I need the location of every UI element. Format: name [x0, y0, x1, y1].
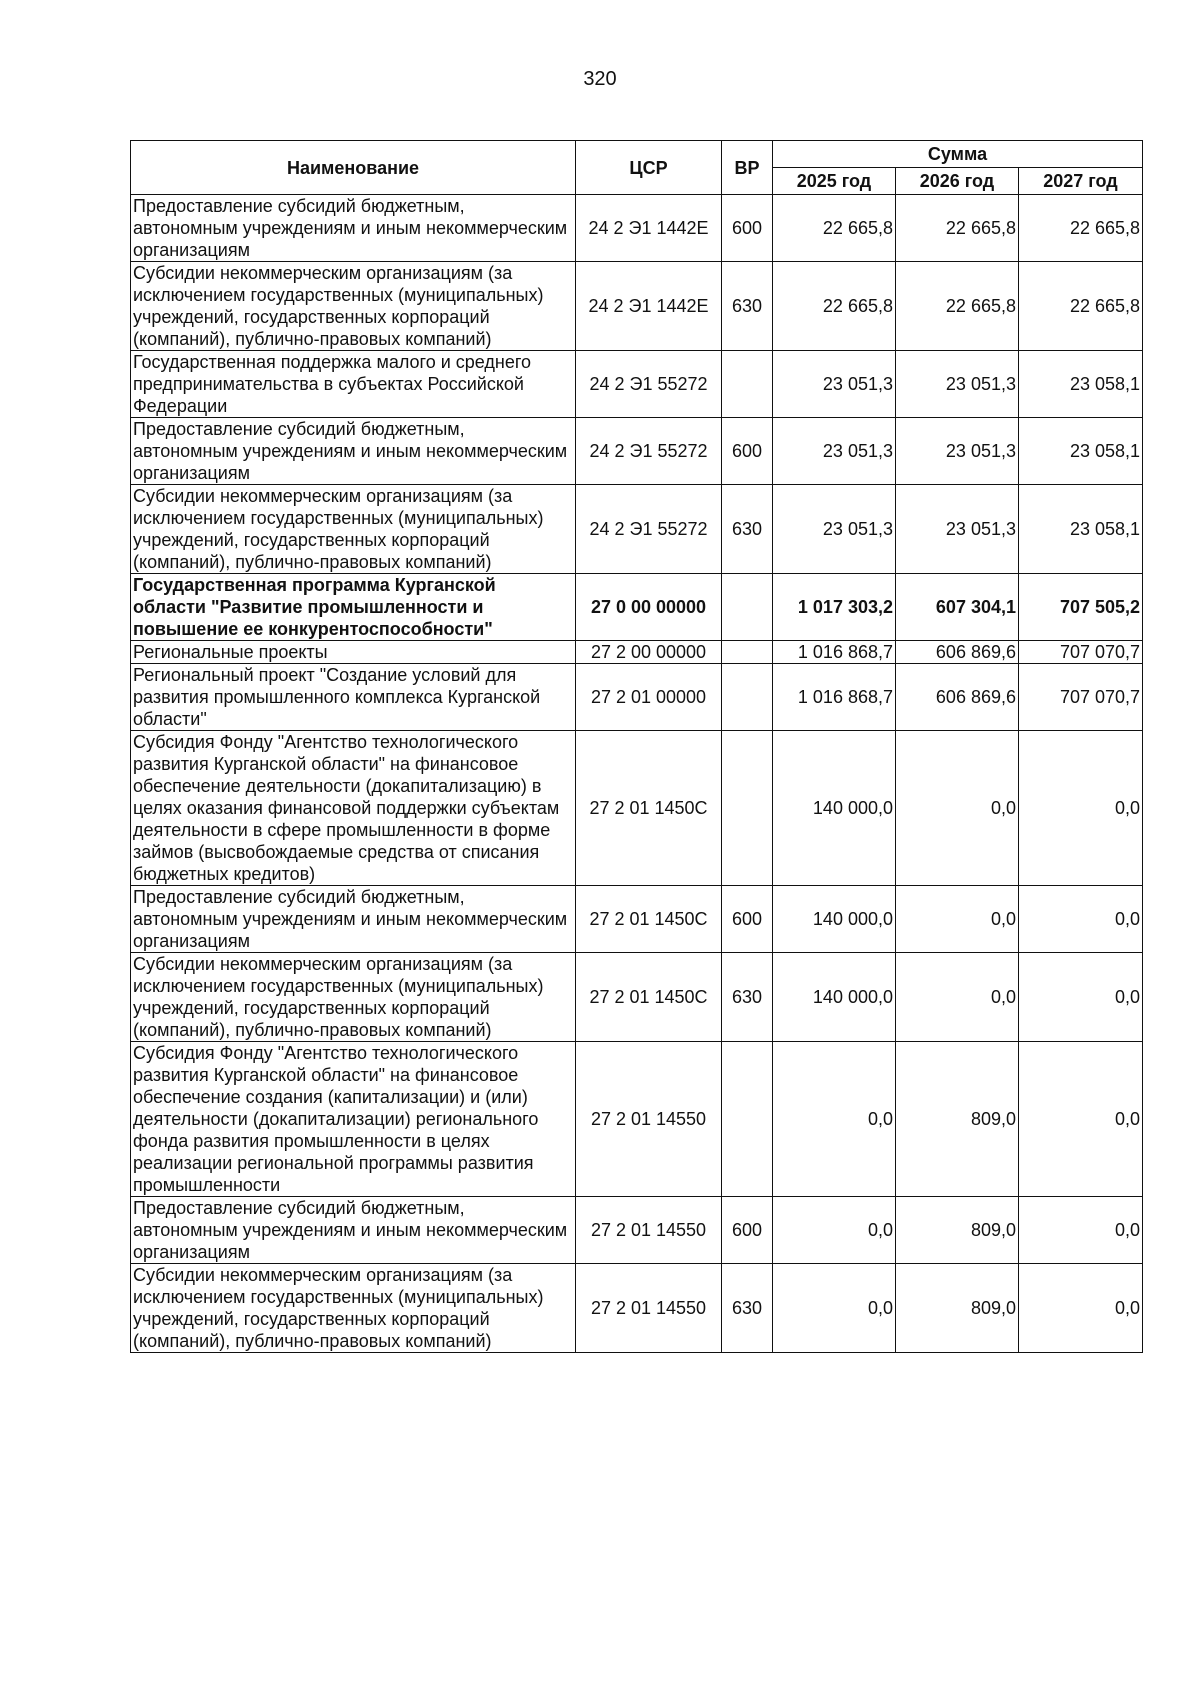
- cell-name: Предоставление субсидий бюджетным, автономным учреждениям и иным некоммерческим организациям: [131, 1197, 576, 1264]
- cell-name: Региональные проекты: [131, 641, 576, 664]
- cell-name: Субсидия Фонду "Агентство технологического развития Курганской области" на финансовое обеспечение создания (капитализации) и (или) деятельности (докапитализации) регионального фонда развития промышленности в целях реализации региональной программы развития промышленности: [131, 1042, 576, 1197]
- cell-sum-2026: 22 665,8: [896, 262, 1019, 351]
- cell-csr: 24 2 Э1 55272: [576, 351, 722, 418]
- cell-csr: 27 2 01 14550: [576, 1197, 722, 1264]
- page-number: 320: [583, 68, 617, 90]
- cell-sum-2025: 23 051,3: [773, 485, 896, 574]
- cell-sum-2026: 0,0: [896, 886, 1019, 953]
- cell-sum-2025: 1 016 868,7: [773, 641, 896, 664]
- cell-vr: 600: [722, 418, 773, 485]
- cell-sum-2025: 140 000,0: [773, 953, 896, 1042]
- table-row: [131, 262, 1143, 351]
- header-year-2025: 2025 год: [773, 168, 896, 195]
- cell-csr: 24 2 Э1 55272: [576, 418, 722, 485]
- table-row: [131, 485, 1143, 574]
- cell-sum-2027: 707 070,7: [1019, 664, 1143, 731]
- cell-vr: [722, 664, 773, 731]
- cell-sum-2025: 22 665,8: [773, 262, 896, 351]
- cell-csr: 27 0 00 00000: [576, 574, 722, 641]
- header-vr: ВР: [722, 141, 773, 195]
- cell-vr: 600: [722, 1197, 773, 1264]
- table-row: [131, 418, 1143, 485]
- cell-csr: 24 2 Э1 55272: [576, 485, 722, 574]
- header-name: Наименование: [131, 141, 576, 195]
- cell-vr: 600: [722, 886, 773, 953]
- table-row: [131, 195, 1143, 262]
- cell-csr: 27 2 01 1450С: [576, 886, 722, 953]
- cell-sum-2026: 23 051,3: [896, 485, 1019, 574]
- cell-sum-2027: 0,0: [1019, 886, 1143, 953]
- cell-name: Предоставление субсидий бюджетным, автономным учреждениям и иным некоммерческим организациям: [131, 195, 576, 262]
- cell-csr: 27 2 01 14550: [576, 1264, 722, 1353]
- cell-csr: 27 2 01 14550: [576, 1042, 722, 1197]
- table-row: [131, 1264, 1143, 1353]
- cell-name: Предоставление субсидий бюджетным, автономным учреждениям и иным некоммерческим организациям: [131, 886, 576, 953]
- cell-csr: 24 2 Э1 1442Е: [576, 262, 722, 351]
- cell-sum-2027: 23 058,1: [1019, 351, 1143, 418]
- cell-sum-2027: 0,0: [1019, 953, 1143, 1042]
- cell-name: Субсидии некоммерческим организациям (за исключением государственных (муниципальных) учреждений, государственных корпораций (компаний), публично-правовых компаний): [131, 1264, 576, 1353]
- cell-sum-2027: 707 070,7: [1019, 641, 1143, 664]
- cell-vr: [722, 351, 773, 418]
- header-year-2026: 2026 год: [896, 168, 1019, 195]
- cell-name: Субсидии некоммерческим организациям (за исключением государственных (муниципальных) учреждений, государственных корпораций (компаний), публично-правовых компаний): [131, 485, 576, 574]
- cell-vr: 630: [722, 485, 773, 574]
- cell-sum-2025: 1 017 303,2: [773, 574, 896, 641]
- cell-sum-2026: 607 304,1: [896, 574, 1019, 641]
- table-row: [131, 351, 1143, 418]
- cell-sum-2025: 140 000,0: [773, 731, 896, 886]
- cell-sum-2027: 23 058,1: [1019, 418, 1143, 485]
- header-csr: ЦСР: [576, 141, 722, 195]
- table-row: [131, 886, 1143, 953]
- cell-sum-2026: 0,0: [896, 731, 1019, 886]
- cell-sum-2025: 23 051,3: [773, 418, 896, 485]
- cell-sum-2027: 0,0: [1019, 731, 1143, 886]
- table-row: [131, 641, 1143, 664]
- table-row: [131, 731, 1143, 886]
- header-sum: Сумма: [773, 141, 1143, 168]
- cell-sum-2027: 22 665,8: [1019, 195, 1143, 262]
- cell-name: Региональный проект "Создание условий для развития промышленного комплекса Курганской области": [131, 664, 576, 731]
- cell-sum-2027: 0,0: [1019, 1042, 1143, 1197]
- cell-name: Предоставление субсидий бюджетным, автономным учреждениям и иным некоммерческим организациям: [131, 418, 576, 485]
- cell-name: Субсидии некоммерческим организациям (за исключением государственных (муниципальных) учреждений, государственных корпораций (компаний), публично-правовых компаний): [131, 953, 576, 1042]
- table-row: [131, 953, 1143, 1042]
- cell-sum-2026: 606 869,6: [896, 664, 1019, 731]
- cell-sum-2025: 0,0: [773, 1042, 896, 1197]
- cell-sum-2025: 0,0: [773, 1264, 896, 1353]
- cell-vr: [722, 731, 773, 886]
- cell-sum-2025: 140 000,0: [773, 886, 896, 953]
- cell-csr: 24 2 Э1 1442Е: [576, 195, 722, 262]
- table-row: [131, 1197, 1143, 1264]
- cell-sum-2026: 809,0: [896, 1264, 1019, 1353]
- cell-csr: 27 2 00 00000: [576, 641, 722, 664]
- cell-csr: 27 2 01 1450С: [576, 953, 722, 1042]
- cell-sum-2027: 707 505,2: [1019, 574, 1143, 641]
- table-body: [131, 195, 1143, 1353]
- cell-vr: [722, 1042, 773, 1197]
- cell-sum-2027: 0,0: [1019, 1197, 1143, 1264]
- cell-sum-2027: 0,0: [1019, 1264, 1143, 1353]
- cell-name: Субсидия Фонду "Агентство технологического развития Курганской области" на финансовое обеспечение деятельности (докапитализацию) в целях оказания финансовой поддержки субъектам деятельности в сфере промышленности в форме займов (высвобождаемые средства от списания бюджетных кредитов): [131, 731, 576, 886]
- cell-sum-2026: 22 665,8: [896, 195, 1019, 262]
- cell-csr: 27 2 01 1450С: [576, 731, 722, 886]
- cell-name: Государственная программа Курганской области "Развитие промышленности и повышение ее конкурентоспособности": [131, 574, 576, 641]
- cell-sum-2027: 23 058,1: [1019, 485, 1143, 574]
- table-row: [131, 664, 1143, 731]
- cell-sum-2027: 22 665,8: [1019, 262, 1143, 351]
- cell-sum-2026: 809,0: [896, 1042, 1019, 1197]
- cell-sum-2025: 23 051,3: [773, 351, 896, 418]
- cell-sum-2026: 809,0: [896, 1197, 1019, 1264]
- cell-vr: 600: [722, 195, 773, 262]
- table-row: [131, 1042, 1143, 1197]
- cell-sum-2025: 1 016 868,7: [773, 664, 896, 731]
- cell-name: Государственная поддержка малого и среднего предпринимательства в субъектах Российской Федерации: [131, 351, 576, 418]
- cell-sum-2026: 0,0: [896, 953, 1019, 1042]
- cell-sum-2026: 23 051,3: [896, 418, 1019, 485]
- cell-sum-2025: 22 665,8: [773, 195, 896, 262]
- cell-sum-2025: 0,0: [773, 1197, 896, 1264]
- cell-sum-2026: 606 869,6: [896, 641, 1019, 664]
- cell-vr: 630: [722, 262, 773, 351]
- header-year-2027: 2027 год: [1019, 168, 1143, 195]
- cell-vr: 630: [722, 1264, 773, 1353]
- cell-csr: 27 2 01 00000: [576, 664, 722, 731]
- cell-vr: [722, 641, 773, 664]
- cell-sum-2026: 23 051,3: [896, 351, 1019, 418]
- cell-vr: [722, 574, 773, 641]
- table-row: [131, 574, 1143, 641]
- cell-name: Субсидии некоммерческим организациям (за исключением государственных (муниципальных) учреждений, государственных корпораций (компаний), публично-правовых компаний): [131, 262, 576, 351]
- budget-table: [130, 140, 1143, 1353]
- cell-vr: 630: [722, 953, 773, 1042]
